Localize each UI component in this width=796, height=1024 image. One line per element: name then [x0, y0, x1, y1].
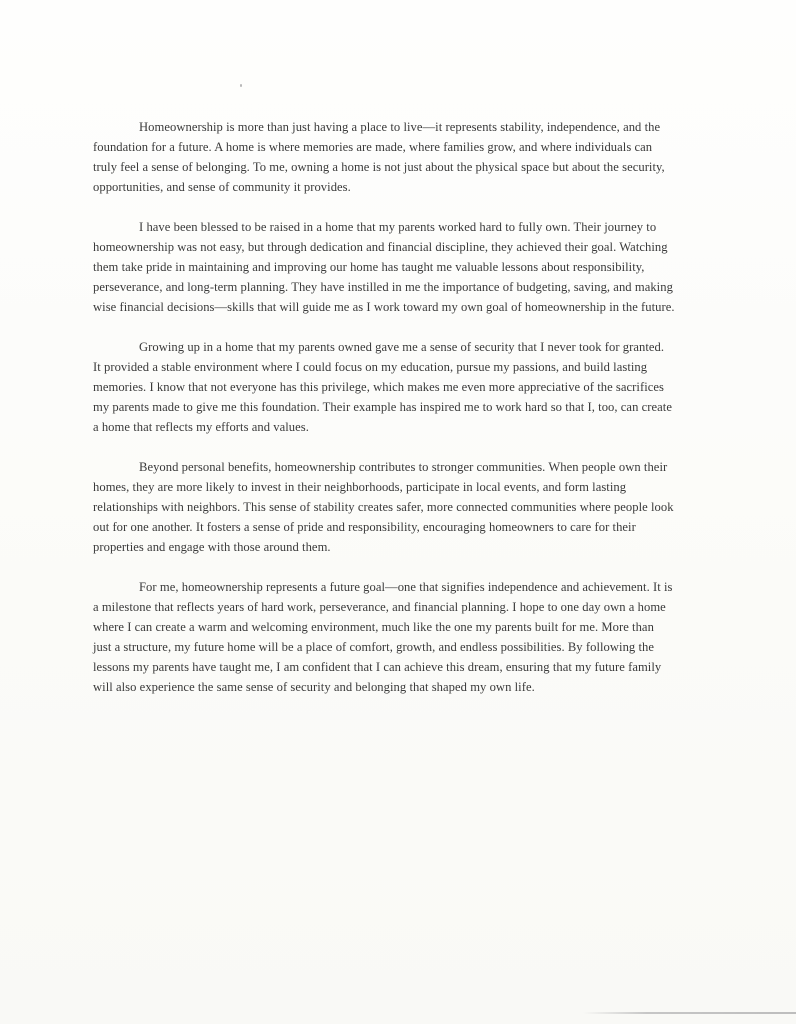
essay-body: [93, 117, 675, 717]
essay-paragraph: Homeownership is more than just having a place to live—it represents stability, independence, and the foundation for a future. A home is where memories are made, where families grow, and where individuals can truly feel a sense of belonging. To me, owning a home is not just about the physical space but about the security, opportunities, and sense of community it provides.: [93, 120, 665, 194]
essay-paragraph: Beyond personal benefits, homeownership contributes to stronger communities. When people own their homes, they are more likely to invest in their neighborhoods, participate in local events, and form lasting relationships with neighbors. This sense of stability creates safer, more connected communities where people look out for one another. It fosters a sense of pride and responsibility, encouraging homeowners to care for their properties and engage with those around them.: [93, 460, 674, 554]
essay-paragraph: I have been blessed to be raised in a home that my parents worked hard to fully own. Their journey to homeownership was not easy, but through dedication and financial discipline, they achieved their goal. Watching them take pride in maintaining and improving our home has taught me valuable lessons about responsibility, perseverance, and long-term planning. They have instilled in me the importance of budgeting, saving, and making wise financial decisions—skills that will guide me as I work toward my own goal of homeownership in the future.: [93, 220, 675, 314]
essay-paragraph: Growing up in a home that my parents owned gave me a sense of security that I never took for granted. It provided a stable environment where I could focus on my education, pursue my passions, and build lasting memories. I know that not everyone has this privilege, which makes me even more appreciative of the sacrifices my parents made to give me this foundation. Their example has inspired me to work hard so that I, too, can create a home that reflects my efforts and values.: [93, 340, 672, 434]
essay-paragraph: For me, homeownership represents a future goal—one that signifies independence and achievement. It is a milestone that reflects years of hard work, perseverance, and financial planning. I hope to one day own a home where I can create a warm and welcoming environment, much like the one my parents built for me. More than just a structure, my future home will be a place of comfort, growth, and endless possibilities. By following the lessons my parents have taught me, I am confident that I can achieve this dream, ensuring that my future family will also experience the same sense of security and belonging that shaped my own life.: [93, 580, 673, 694]
scan-edge-line: [583, 1012, 796, 1014]
scan-speck: [240, 84, 242, 87]
